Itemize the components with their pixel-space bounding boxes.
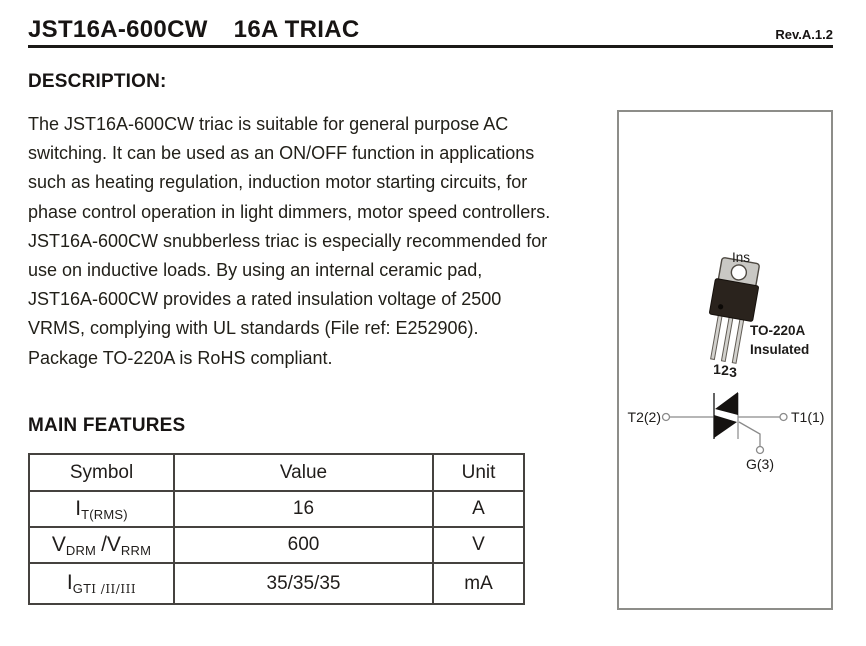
package-leg: [711, 314, 723, 360]
pin-1-label: 1: [713, 361, 721, 377]
column-header-symbol: Symbol: [29, 454, 174, 491]
symbol-upper-triangle: [715, 392, 738, 415]
description-line: The JST16A-600CW triac is suitable for general purpose AC: [28, 114, 509, 134]
symbol-subscript: RRM: [120, 542, 152, 558]
t1-terminal-label: T1(1): [791, 409, 825, 425]
description-line: VRMS, complying with UL standards (File ref: E252906).: [28, 318, 479, 339]
description-heading: DESCRIPTION:: [28, 71, 167, 92]
symbol-quadrant-numerals: I /II/III: [91, 582, 137, 596]
t1-terminal-circle: [780, 414, 787, 421]
unit-cell: V: [433, 527, 524, 563]
table-row: [29, 527, 524, 563]
description-line: switching. It can be used as an ON/OFF function in applications: [28, 143, 535, 164]
package-type-label: TO-220A: [750, 323, 806, 338]
package-note-label: Insulated: [750, 342, 810, 357]
table-row: [29, 563, 524, 604]
page-title-subtitle: 16A TRIAC: [233, 16, 360, 43]
symbol-lower-triangle: [714, 415, 737, 438]
value-cell: 35/35/35: [174, 563, 433, 604]
t2-terminal-label: T2(2): [627, 409, 661, 425]
symbol-main: /V: [101, 532, 121, 556]
gate-terminal-label: G(3): [746, 456, 774, 472]
description-line: Package TO-220A is RoHS compliant.: [28, 347, 333, 368]
unit-cell: mA: [433, 563, 524, 604]
symbol-cell: [29, 491, 174, 527]
main-features-heading: MAIN FEATURES: [28, 415, 186, 436]
value-cell: 16: [174, 491, 433, 527]
gate-terminal-circle: [757, 447, 764, 454]
page-title: [28, 16, 360, 44]
column-header-value: Value: [174, 454, 433, 491]
gate-lead-line: [739, 422, 760, 446]
package-leg: [721, 315, 733, 361]
pin-2-label: 2: [721, 362, 729, 378]
symbol-main: I: [75, 496, 82, 520]
symbol-main: V: [51, 532, 66, 556]
features-table: [28, 453, 525, 605]
column-header-unit: Unit: [433, 454, 524, 491]
description-line: such as heating regulation, induction motor starting circuits, for: [28, 172, 528, 193]
package-diagram-panel: [617, 110, 833, 610]
unit-cell: A: [433, 491, 524, 527]
description-line: use on inductive loads. By using an internal ceramic pad,: [28, 260, 483, 281]
description-paragraph: [28, 110, 550, 373]
pin-3-label: 3: [729, 364, 737, 380]
table-row: [29, 491, 524, 527]
triac-symbol-icon: [628, 392, 825, 472]
package-leg: [732, 317, 744, 363]
revision-label: Rev.A.1.2: [775, 27, 833, 42]
description-line: JST16A-600CW provides a rated insulation voltage of 2500: [28, 289, 502, 310]
description-line: JST16A-600CW snubberless triac is especially recommended for: [28, 230, 548, 251]
t2-terminal-circle: [663, 414, 670, 421]
symbol-subscript: T(RMS): [81, 506, 128, 522]
package-body: [709, 278, 759, 321]
symbol-main: I: [66, 571, 73, 594]
package-diagram: [619, 112, 831, 608]
table-header-row: [29, 454, 524, 491]
value-cell: 600: [174, 527, 433, 563]
symbol-cell: [29, 527, 174, 563]
symbol-cell: [29, 563, 174, 604]
header-divider: [28, 45, 833, 48]
description-line: phase control operation in light dimmers, motor speed controllers.: [28, 201, 551, 222]
page-title-model: JST16A-600CW: [28, 16, 208, 43]
ins-label: Ins: [731, 250, 751, 265]
symbol-subscript: DRM: [65, 542, 97, 558]
symbol-subscript: GT: [72, 581, 92, 596]
